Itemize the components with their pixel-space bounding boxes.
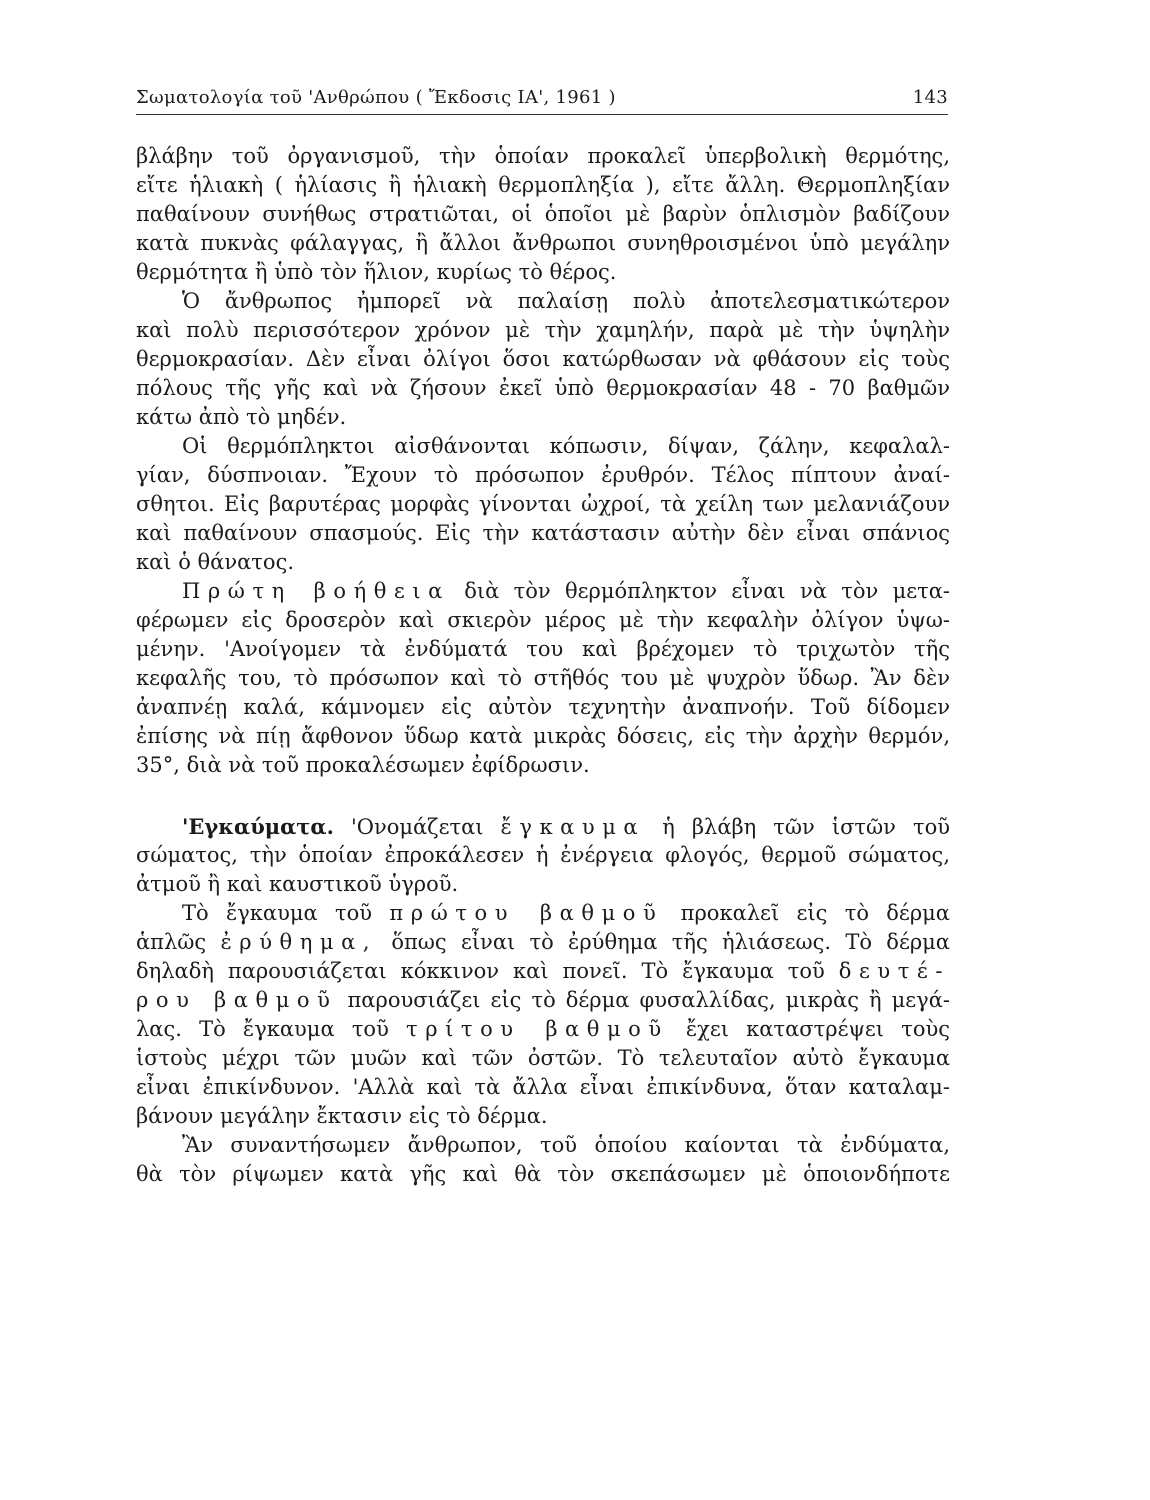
text-run: Ἂν συναντήσωμεν ἄνθρωπον, τοῦ ὁποίου καίονται τὰ ἐνδύματα,: [182, 1133, 950, 1157]
text-line: [136, 548, 950, 577]
text-run: καὶ ὁ θάνατος.: [136, 550, 295, 574]
text-run: ἱστοὺς μέχρι τῶν μυῶν καὶ τῶν ὀστῶν. Τὸ τελευταῖον αὐτὸ ἔγκαυμα: [136, 1046, 950, 1070]
text-run: πόλους τῆς γῆς καὶ νὰ ζήσουν ἐκεῖ ὑπὸ θερμοκρασίαν 48 - 70 βαθμῶν: [136, 376, 950, 400]
text-run: λας. Τὸ ἔγκαυμα τοῦ: [136, 1017, 407, 1041]
text-line: [136, 986, 950, 1015]
text-run: βλάβην τοῦ ὀργανισμοῦ, τὴν ὁποίαν προκαλεῖ ὑπερβολικὴ θερμότης,: [136, 144, 950, 168]
text-line: [136, 899, 950, 928]
text-line: [136, 1131, 950, 1160]
text-run: ὅπως εἶναι τὸ ἐρύθημα τῆς ἡλιάσεως. Τὸ δέρμα: [377, 930, 950, 954]
text-line: [136, 751, 950, 780]
spaced-emphasis: δευτέ-: [838, 959, 950, 983]
text-line: [136, 870, 950, 899]
text-run: Ὁ ἄνθρωπος ἠμπορεῖ νὰ παλαίσῃ πολὺ ἀποτελεσματικώτερον: [182, 289, 950, 313]
text-line: [136, 1044, 950, 1073]
text-run: δηλαδὴ παρουσιάζεται κόκκινον καὶ πονεῖ. Τὸ ἔγκαυμα τοῦ: [136, 959, 839, 983]
text-run: ἀναπνέῃ καλά, κάμνομεν εἰς αὐτὸν τεχνητὴν ἀναπνοήν. Τοῦ δίδομεν: [136, 695, 950, 719]
text-run: βάνουν μεγάλην ἔκτασιν εἰς τὸ δέρμα.: [136, 1104, 548, 1128]
text-run: παθαίνουν συνήθως στρατιῶται, οἱ ὁποῖοι μὲ βαρὺν ὁπλισμὸν βαδίζουν: [136, 202, 950, 226]
text-run: διὰ τὸν θερμόπληκτον εἶναι νὰ τὸν μετα-: [449, 579, 950, 603]
text-line: [136, 403, 950, 432]
text-line: [136, 142, 950, 171]
text-line: [136, 461, 950, 490]
text-line: [136, 812, 950, 841]
text-run: εἶναι ἐπικίνδυνον. 'Αλλὰ καὶ τὰ ἄλλα εἶναι ἐπικίνδυνα, ὅταν καταλαμ-: [136, 1075, 950, 1099]
text-line: [136, 841, 950, 870]
header-title: Σωματολογία τοῦ 'Ανθρώπου ( Ἔκδοσις ΙΑ', 1961 ): [136, 87, 616, 108]
spaced-emphasis: πρώτου βαθμοῦ: [389, 901, 664, 925]
text-line: [136, 229, 950, 258]
text-run: σθητοι. Εἰς βαρυτέρας μορφὰς γίνονται ὠχροί, τὰ χείλη των μελανιάζουν: [136, 492, 950, 516]
text-line: [136, 606, 950, 635]
text-run: Οἱ θερμόπληκτοι αἰσθάνονται κόπωσιν, δίψαν, ζάλην, κεφαλαλ-: [182, 434, 950, 458]
spaced-emphasis: ἔγκαυμα: [500, 815, 646, 839]
text-run: θὰ τὸν ρίψωμεν κατὰ γῆς καὶ θὰ τὸν σκεπάσωμεν μὲ ὁποιονδήποτε: [136, 1162, 950, 1186]
text-line: [136, 432, 950, 461]
running-header: [136, 78, 948, 115]
text-run: ἁπλῶς: [136, 930, 221, 954]
text-line: [136, 957, 950, 986]
section-heading: 'Εγκαύματα.: [182, 814, 334, 839]
text-run: ἐπίσης νὰ πίῃ ἄφθονον ὕδωρ κατὰ μικρὰς δόσεις, εἰς τὴν ἀρχὴν θερμόν,: [136, 724, 950, 748]
section-gap: [136, 780, 950, 812]
text-line: [136, 1160, 950, 1189]
text-line: [136, 171, 950, 200]
text-run: καὶ παθαίνουν σπασμούς. Εἰς τὴν κατάστασιν αὐτὴν δὲν εἶναι σπάνιος: [136, 521, 950, 545]
spaced-emphasis: ρου βαθμοῦ: [136, 988, 338, 1012]
text-run: κάτω ἀπὸ τὸ μηδέν.: [136, 405, 347, 429]
text-line: [136, 928, 950, 957]
text-line: [136, 345, 950, 374]
page-number: 143: [912, 87, 948, 108]
text-line: [136, 287, 950, 316]
text-run: σώματος, τὴν ὁποίαν ἐπροκάλεσεν ἡ ἐνέργεια φλογός, θερμοῦ σώματος,: [136, 843, 950, 867]
body-text: [136, 142, 950, 1189]
text-line: [136, 200, 950, 229]
text-line: [136, 1015, 950, 1044]
text-run: εἴτε ἡλιακὴ ( ἡλίασις ἢ ἡλιακὴ θερμοπληξία ), εἴτε ἄλλη. Θερμοπληξίαν: [136, 173, 950, 197]
text-run: παρουσιάζει εἰς τὸ δέρμα φυσαλλίδας, μικρὰς ἢ μεγά-: [337, 988, 950, 1012]
text-run: θερμοκρασίαν. Δὲν εἶναι ὀλίγοι ὅσοι κατώρθωσαν νὰ φθάσουν εἰς τοὺς: [136, 347, 950, 371]
text-line: [136, 519, 950, 548]
text-run: θερμότητα ἢ ὑπὸ τὸν ἥλιον, κυρίως τὸ θέρος.: [136, 260, 617, 284]
text-line: [136, 693, 950, 722]
spaced-emphasis: Πρώτη βοήθεια: [182, 579, 450, 603]
text-run: γίαν, δύσπνοιαν. Ἔχουν τὸ πρόσωπον ἐρυθρόν. Τέλος πίπτουν ἀναί-: [136, 463, 950, 487]
text-run: ἀτμοῦ ἢ καὶ καυστικοῦ ὑγροῦ.: [136, 872, 459, 896]
text-line: [136, 490, 950, 519]
text-run: 'Ονομάζεται: [333, 815, 501, 839]
text-run: 35°, διὰ νὰ τοῦ προκαλέσωμεν ἐφίδρωσιν.: [136, 753, 590, 777]
spaced-emphasis: τρίτου βαθμοῦ: [406, 1017, 669, 1041]
text-line: [136, 316, 950, 345]
text-run: ἔχει καταστρέψει τοὺς: [668, 1017, 950, 1041]
text-run: προκαλεῖ εἰς τὸ δέρμα: [663, 901, 950, 925]
text-run: φέρωμεν εἰς δροσερὸν καὶ σκιερὸν μέρος μὲ τὴν κεφαλὴν ὀλίγον ὑψω-: [136, 608, 950, 632]
text-line: [136, 635, 950, 664]
text-run: καὶ πολὺ περισσότερον χρόνον μὲ τὴν χαμηλήν, παρὰ μὲ τὴν ὑψηλὴν: [136, 318, 950, 342]
text-line: [136, 1102, 950, 1131]
text-line: [136, 577, 950, 606]
text-line: [136, 664, 950, 693]
spaced-emphasis: ἐρύθημα,: [220, 930, 378, 954]
text-line: [136, 1073, 950, 1102]
text-run: κατὰ πυκνὰς φάλαγγας, ἢ ἄλλοι ἄνθρωποι συνηθροισμένοι ὑπὸ μεγάλην: [136, 231, 950, 255]
text-line: [136, 374, 950, 403]
text-run: μένην. 'Ανοίγομεν τὰ ἐνδύματά του καὶ βρέχομεν τὸ τριχωτὸν τῆς: [136, 637, 950, 661]
text-run: ἡ βλάβη τῶν ἱστῶν τοῦ: [645, 815, 950, 839]
text-line: [136, 258, 950, 287]
text-run: Τὸ ἔγκαυμα τοῦ: [182, 901, 390, 925]
text-run: κεφαλῆς του, τὸ πρόσωπον καὶ τὸ στῆθός του μὲ ψυχρὸν ὕδωρ. Ἂν δὲν: [136, 666, 950, 690]
text-line: [136, 722, 950, 751]
